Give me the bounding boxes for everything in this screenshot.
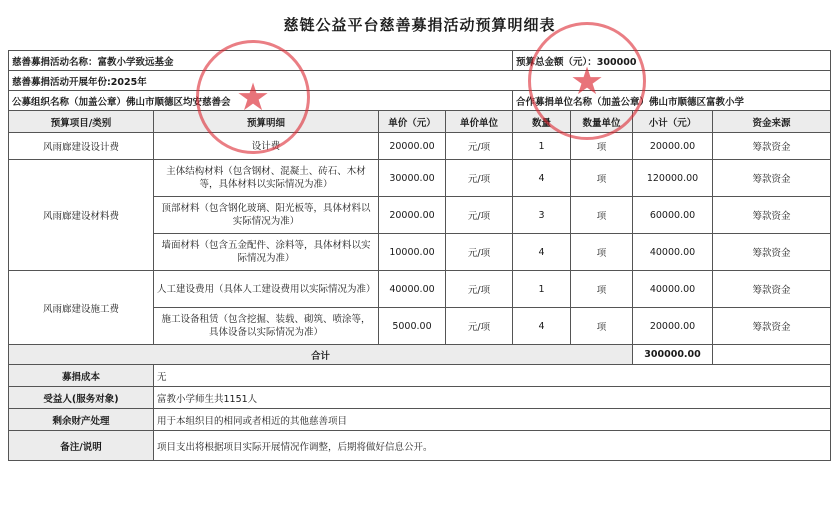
header-row bbox=[9, 111, 831, 133]
source-cell: 筹款资金 bbox=[713, 160, 831, 197]
qty-unit-cell: 项 bbox=[571, 197, 633, 234]
star-icon: ★ bbox=[569, 59, 605, 103]
qty-cell: 4 bbox=[513, 308, 571, 345]
table-row bbox=[9, 271, 831, 308]
footer-label: 受益人(服务对象) bbox=[9, 387, 154, 409]
footer-row bbox=[9, 365, 831, 387]
unit-cell: 元/项 bbox=[446, 197, 513, 234]
qty-unit-cell: 项 bbox=[571, 234, 633, 271]
footer-value: 富教小学师生共1151人 bbox=[154, 387, 831, 409]
footer-row bbox=[9, 387, 831, 409]
header-cell: 预算明细 bbox=[154, 111, 379, 133]
qty-unit-cell: 项 bbox=[571, 160, 633, 197]
footer-label: 剩余财产处理 bbox=[9, 409, 154, 431]
category-cell: 风雨廊建设材料费 bbox=[9, 160, 154, 271]
footer-label: 备注/说明 bbox=[9, 431, 154, 461]
subtotal-cell: 20000.00 bbox=[633, 133, 713, 160]
subtotal-cell: 40000.00 bbox=[633, 271, 713, 308]
partner-name: 合作募捐单位名称（加盖公章）佛山市顺德区富教小学 bbox=[513, 91, 831, 111]
header-cell: 小计（元） bbox=[633, 111, 713, 133]
qty-cell: 3 bbox=[513, 197, 571, 234]
footer-value: 项目支出将根据项目实际开展情况作调整，后期将做好信息公开。 bbox=[154, 431, 831, 461]
table-row bbox=[9, 133, 831, 160]
detail-cell: 设计费 bbox=[154, 133, 379, 160]
header-cell: 单价单位 bbox=[446, 111, 513, 133]
info-row-org bbox=[9, 91, 831, 111]
header-cell: 资金来源 bbox=[713, 111, 831, 133]
qty-cell: 1 bbox=[513, 271, 571, 308]
qty-unit-cell: 项 bbox=[571, 133, 633, 160]
unit-cell: 元/项 bbox=[446, 271, 513, 308]
unit-cell: 元/项 bbox=[446, 234, 513, 271]
footer-value: 无 bbox=[154, 365, 831, 387]
header-cell: 数量 bbox=[513, 111, 571, 133]
total-budget: 预算总金额（元）：300000 bbox=[513, 51, 831, 71]
source-cell: 筹款资金 bbox=[713, 133, 831, 160]
source-cell: 筹款资金 bbox=[713, 271, 831, 308]
info-row-year bbox=[9, 71, 831, 91]
activity-name: 慈善募捐活动名称：富教小学致远基金 bbox=[9, 51, 513, 71]
subtotal-cell: 40000.00 bbox=[633, 234, 713, 271]
empty-cell bbox=[713, 345, 831, 365]
subtotal-cell: 20000.00 bbox=[633, 308, 713, 345]
qty-cell: 1 bbox=[513, 133, 571, 160]
header-cell: 数量单位 bbox=[571, 111, 633, 133]
price-cell: 20000.00 bbox=[379, 197, 446, 234]
info-row-activity bbox=[9, 51, 831, 71]
activity-year: 慈善募捐活动开展年份:2025年 bbox=[9, 71, 831, 91]
org-name: 公募组织名称（加盖公章）佛山市顺德区均安慈善会 bbox=[9, 91, 513, 111]
total-label: 合计 bbox=[9, 345, 633, 365]
footer-row bbox=[9, 409, 831, 431]
source-cell: 筹款资金 bbox=[713, 234, 831, 271]
subtotal-cell: 120000.00 bbox=[633, 160, 713, 197]
qty-unit-cell: 项 bbox=[571, 308, 633, 345]
price-cell: 10000.00 bbox=[379, 234, 446, 271]
qty-cell: 4 bbox=[513, 160, 571, 197]
footer-label: 募捐成本 bbox=[9, 365, 154, 387]
unit-cell: 元/项 bbox=[446, 133, 513, 160]
source-cell: 筹款资金 bbox=[713, 308, 831, 345]
unit-cell: 元/项 bbox=[446, 308, 513, 345]
total-row bbox=[9, 345, 831, 365]
table-row bbox=[9, 160, 831, 197]
price-cell: 40000.00 bbox=[379, 271, 446, 308]
qty-unit-cell: 项 bbox=[571, 271, 633, 308]
page-title: 慈链公益平台慈善募捐活动预算明细表 bbox=[283, 16, 556, 34]
subtotal-cell: 60000.00 bbox=[633, 197, 713, 234]
detail-cell: 墙面材料（包含五金配件、涂料等，具体材料以实际情况为准） bbox=[154, 234, 379, 271]
footer-value: 用于本组织目的相同或者相近的其他慈善项目 bbox=[154, 409, 831, 431]
category-cell: 风雨廊建设施工费 bbox=[9, 271, 154, 345]
total-value: 300000.00 bbox=[633, 345, 713, 365]
header-cell: 预算项目/类别 bbox=[9, 111, 154, 133]
price-cell: 30000.00 bbox=[379, 160, 446, 197]
detail-cell: 人工建设费用（具体人工建设费用以实际情况为准） bbox=[154, 271, 379, 308]
unit-cell: 元/项 bbox=[446, 160, 513, 197]
header-cell: 单价（元） bbox=[379, 111, 446, 133]
footer-row bbox=[9, 431, 831, 461]
price-cell: 20000.00 bbox=[379, 133, 446, 160]
price-cell: 5000.00 bbox=[379, 308, 446, 345]
qty-cell: 4 bbox=[513, 234, 571, 271]
detail-cell: 施工设备租赁（包含挖掘、装载、砌筑、喷涂等，具体设备以实际情况为准） bbox=[154, 308, 379, 345]
star-icon: ★ bbox=[235, 75, 271, 119]
source-cell: 筹款资金 bbox=[713, 197, 831, 234]
detail-cell: 顶部材料（包含钢化玻璃、阳光板等，具体材料以实际情况为准） bbox=[154, 197, 379, 234]
detail-cell: 主体结构材料（包含钢材、混凝土、砖石、木材等，具体材料以实际情况为准） bbox=[154, 160, 379, 197]
budget-table bbox=[8, 50, 831, 461]
category-cell: 风雨廊建设设计费 bbox=[9, 133, 154, 160]
